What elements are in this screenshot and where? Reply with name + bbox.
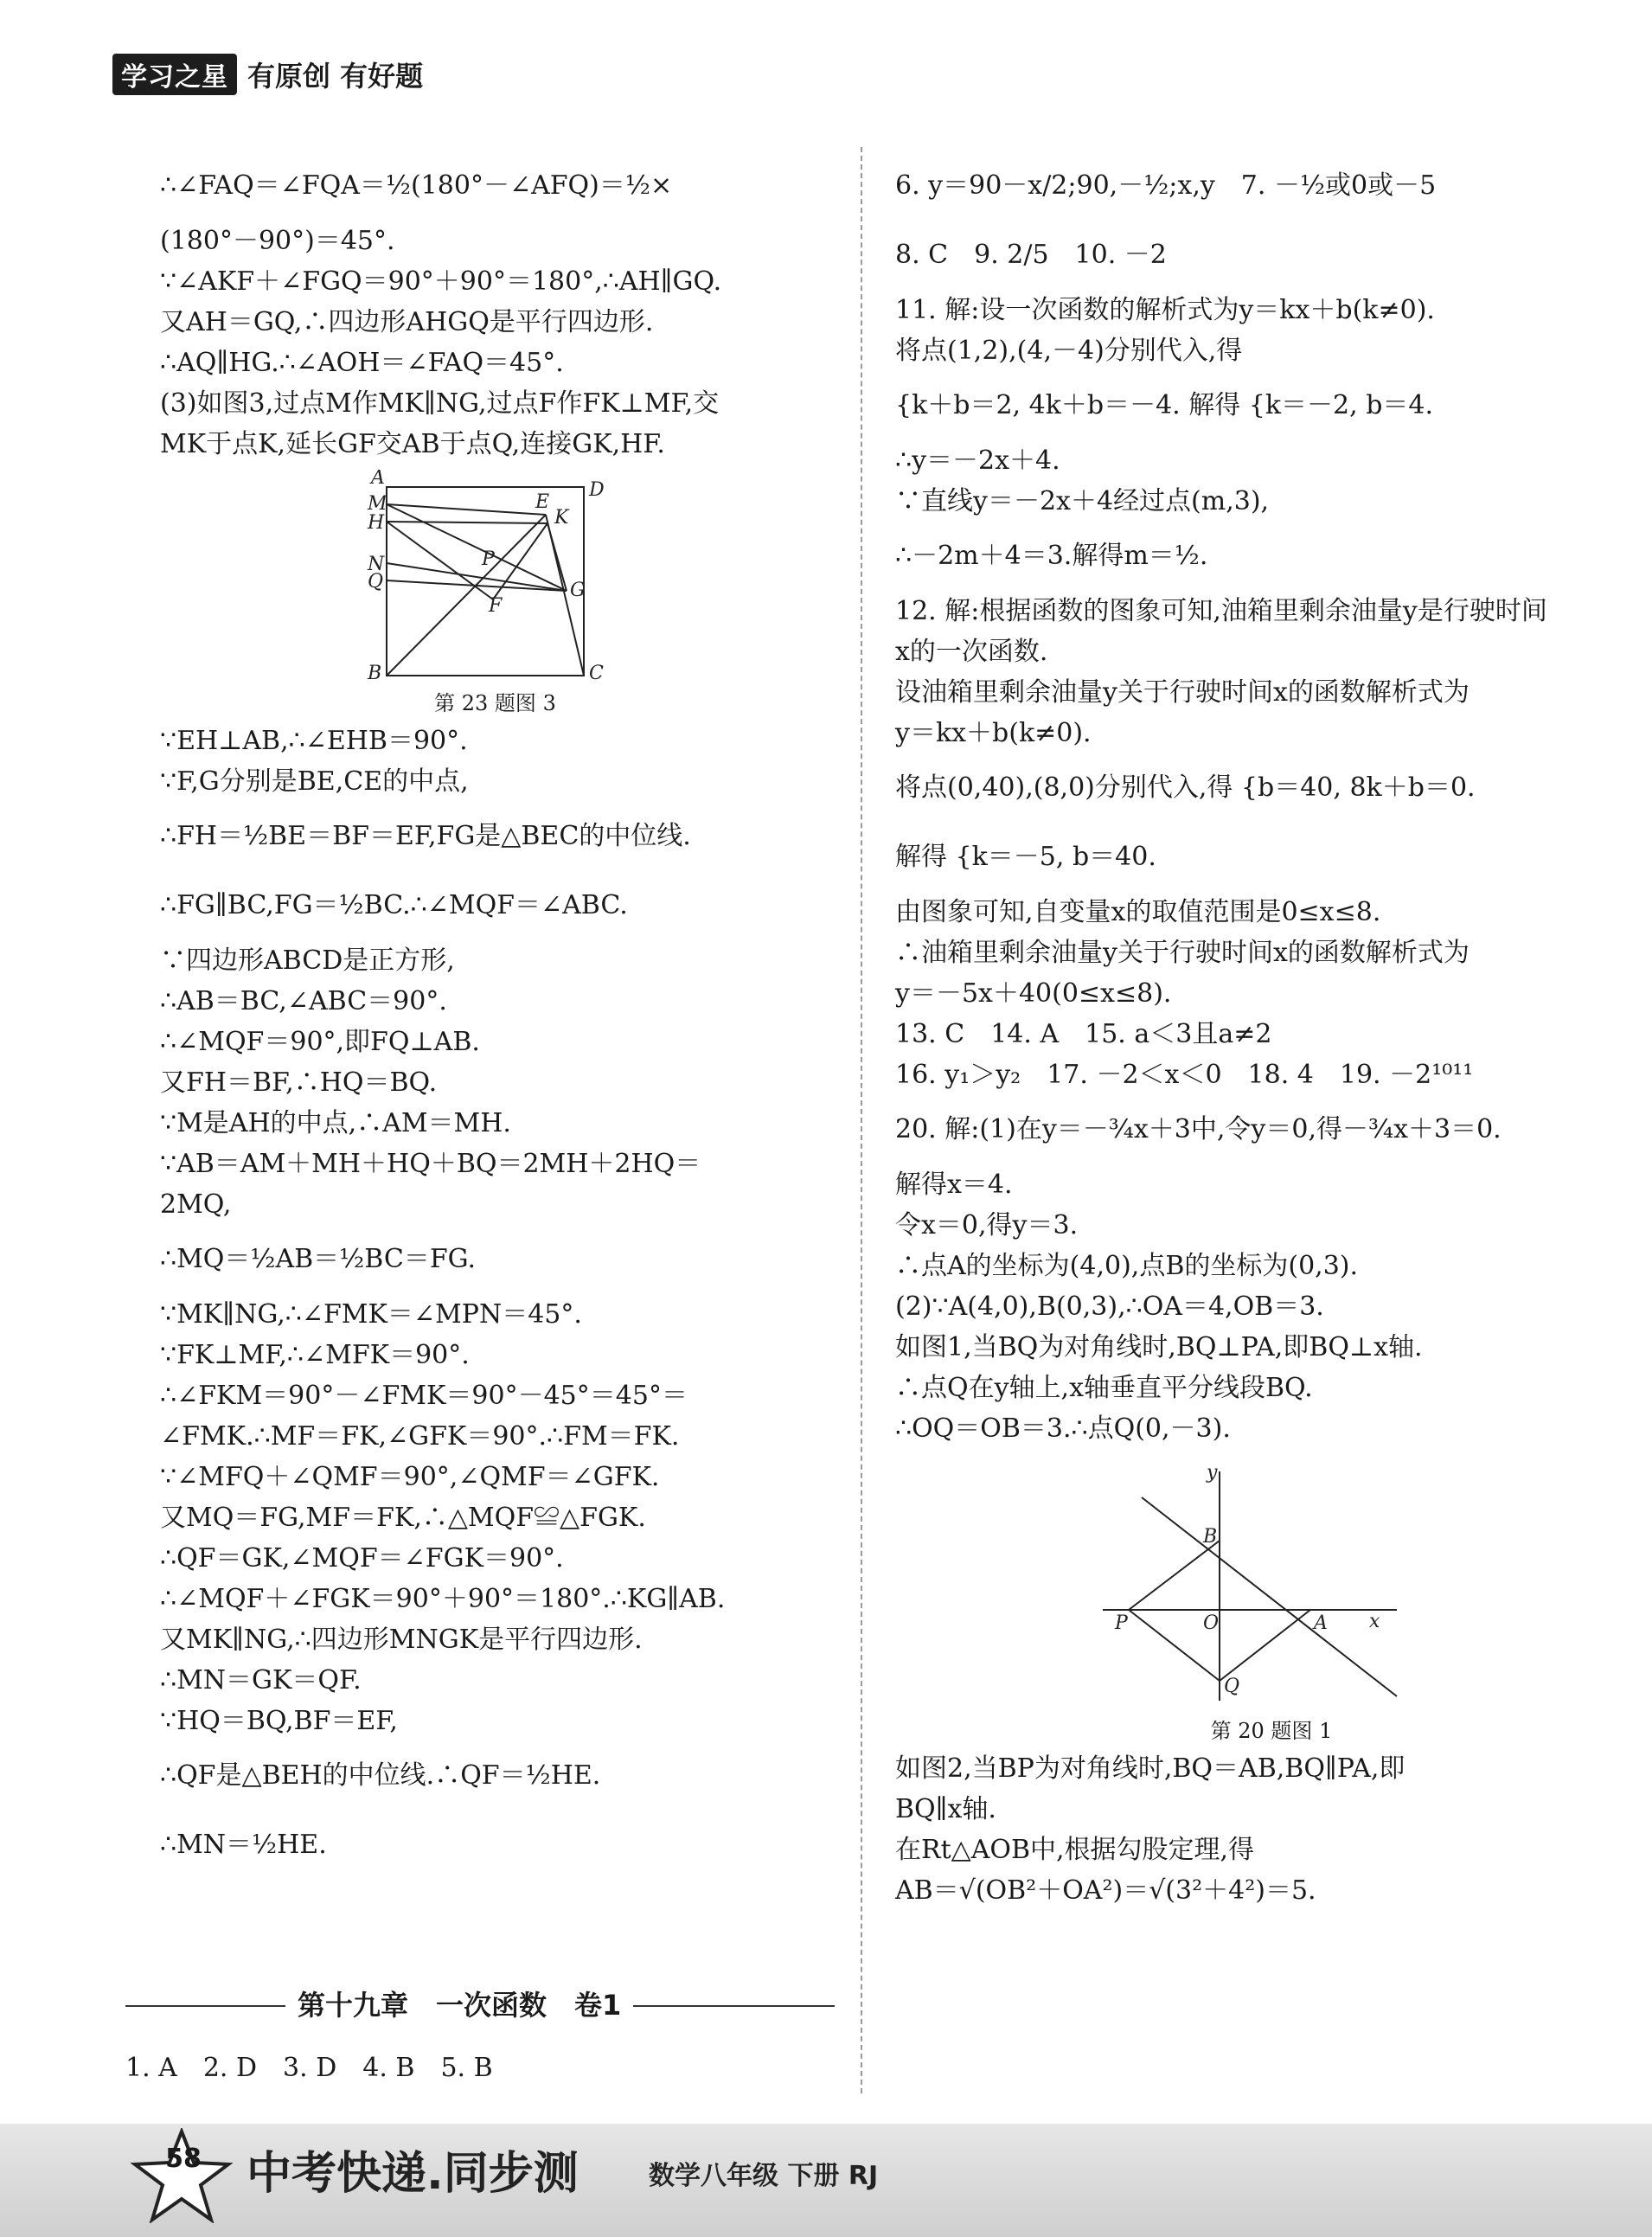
fig-label: F — [489, 595, 503, 617]
text-line: AB＝√(OB²＋OA²)＝√(3²＋4²)＝5. — [895, 1875, 1316, 1906]
fig-label: N — [368, 554, 385, 575]
fig-label: O — [1203, 1612, 1220, 1634]
text-line: 13. C 14. A 15. a＜3且a≠2 — [895, 1019, 1272, 1049]
chapter-heading — [125, 1984, 835, 2022]
text-line: 11. 解:设一次函数的解析式为y＝kx＋b(k≠0). — [895, 295, 1435, 325]
text-line: ∠FMK.∴MF＝FK,∠GFK＝90°.∴FM＝FK. — [160, 1421, 680, 1452]
text-line: ∴点A的坐标为(4,0),点B的坐标为(0,3). — [895, 1251, 1359, 1281]
text-line: ∴油箱里剩余油量y关于行驶时间x的函数解析式为 — [895, 938, 1470, 968]
text-line: ∵M是AH的中点,∴AM＝MH. — [160, 1108, 511, 1138]
fig-label: C — [589, 663, 604, 684]
text-line: ∴QF是△BEH的中位线.∴QF＝½HE. — [160, 1760, 601, 1791]
text-line: MK于点K,延长GF交AB于点Q,连接GK,HF. — [160, 429, 665, 459]
text-line: (180°－90°)＝45°. — [160, 226, 395, 256]
text-line: ∵F,G分别是BE,CE的中点, — [160, 766, 469, 797]
text-line: 6. y＝90－x/2;90,－½;x,y 7. －½或0或－5 — [895, 170, 1437, 201]
text-line: 2MQ, — [160, 1189, 232, 1220]
fig-label: G — [570, 580, 586, 601]
text-line: ∴MN＝GK＝QF. — [160, 1665, 362, 1695]
text-line: 又MK∥NG,∴四边形MNGK是平行四边形. — [160, 1625, 643, 1655]
text-line: ∴AQ∥HG.∴∠AOH＝∠FAQ＝45°. — [160, 348, 564, 378]
fig-label: x — [1369, 1611, 1380, 1632]
text-line: (2)∵A(4,0),B(0,3),∴OA＝4,OB＝3. — [895, 1292, 1324, 1322]
text-line: 12. 解:根据函数的图象可知,油箱里剩余油量y是行驶时间 — [895, 596, 1547, 626]
text-line: y＝－5x＋40(0≤x≤8). — [895, 978, 1172, 1009]
text-line: ∵四边形ABCD是正方形, — [160, 945, 455, 976]
column-divider — [861, 147, 864, 2093]
chapter-title: 第十九章 一次函数 卷1 — [285, 1984, 633, 2023]
text-line: 将点(0,40),(8,0)分别代入,得 {b＝40, 8k＋b＝0. — [895, 772, 1476, 803]
fig-label: A — [1314, 1612, 1328, 1634]
fig-label: P — [482, 548, 495, 570]
star-icon — [130, 2128, 234, 2223]
text-line: 将点(1,2),(4,－4)分别代入,得 — [895, 336, 1243, 366]
text-line: 16. y₁＞y₂ 17. －2＜x＜0 18. 4 19. －2¹⁰¹¹ — [895, 1060, 1474, 1090]
brand-slogan: 有原创 有好题 — [247, 60, 424, 93]
text-line: ∴OQ＝OB＝3.∴点Q(0,－3). — [895, 1413, 1231, 1444]
text-line: (3)如图3,过点M作MK∥NG,过点F作FK⊥MF,交 — [160, 388, 720, 419]
footer-title: 中考快递.同步测 — [247, 2148, 579, 2200]
text-line: 设油箱里剩余油量y关于行驶时间x的函数解析式为 — [895, 677, 1470, 708]
text-line: ∴∠FAQ＝∠FQA＝½(180°－∠AFQ)＝½× — [160, 170, 673, 201]
fig-label: P — [1115, 1612, 1128, 1634]
text-line: BQ∥x轴. — [895, 1794, 996, 1824]
text-line: ∴FH＝½BE＝BF＝EF,FG是△BEC的中位线. — [160, 821, 691, 851]
text-line: x的一次函数. — [895, 637, 1048, 667]
text-line: ∴∠FKM＝90°－∠FMK＝90°－45°＝45°＝ — [160, 1381, 688, 1411]
text-line: ∴MN＝½HE. — [160, 1830, 327, 1860]
figure-caption: 第 23 题图 3 — [434, 691, 556, 715]
text-line: ∵∠MFQ＋∠QMF＝90°,∠QMF＝∠GFK. — [160, 1462, 660, 1492]
text-line: 解得 {k＝－5, b＝40. — [895, 842, 1156, 872]
text-line: ∵EH⊥AB,∴∠EHB＝90°. — [160, 726, 468, 756]
fig-label: H — [368, 512, 385, 534]
right-column — [895, 151, 1648, 1911]
text-line: ∴∠MQF＝90°,即FQ⊥AB. — [160, 1027, 480, 1057]
figure-23-3 — [160, 470, 830, 686]
page-header — [112, 54, 423, 95]
text-line: ∵FK⊥MF,∴∠MFK＝90°. — [160, 1340, 470, 1370]
fig-label: M — [368, 493, 387, 515]
fig-label: y — [1207, 1462, 1218, 1484]
text-line: 由图象可知,自变量x的取值范围是0≤x≤8. — [895, 897, 1381, 927]
text-line: ∴AB＝BC,∠ABC＝90°. — [160, 986, 447, 1016]
text-line: 又FH＝BF,∴HQ＝BQ. — [160, 1067, 438, 1098]
figure-caption: 第 20 题图 1 — [1210, 1719, 1333, 1743]
fig-label: K — [554, 507, 569, 529]
fig-label: A — [371, 470, 385, 489]
text-line: ∵AB＝AM＋MH＋HQ＋BQ＝2MH＋2HQ＝ — [160, 1149, 701, 1179]
text-line: 又MQ＝FG,MF＝FK,∴△MQF≌△FGK. — [160, 1503, 646, 1533]
fig-label: Q — [368, 571, 384, 593]
text-line: ∴∠MQF＋∠FGK＝90°＋90°＝180°.∴KG∥AB. — [160, 1584, 726, 1614]
text-line: ∵HQ＝BQ,BF＝EF, — [160, 1706, 398, 1736]
brand-logo: 学习之星 — [112, 54, 237, 95]
text-line: {k＋b＝2, 4k＋b＝－4. 解得 {k＝－2, b＝4. — [895, 390, 1434, 420]
page-number: 58 — [165, 2144, 202, 2174]
fig-label: E — [535, 491, 550, 513]
text-line: ∴QF＝GK,∠MQF＝∠FGK＝90°. — [160, 1543, 564, 1574]
text-line: ∴－2m＋4＝3.解得m＝½. — [895, 541, 1208, 571]
text-line: 令x＝0,得y＝3. — [895, 1210, 1079, 1240]
text-line: ∴MQ＝½AB＝½BC＝FG. — [160, 1244, 477, 1274]
figure-20-1 — [895, 1454, 1648, 1714]
text-line: 在Rt△AOB中,根据勾股定理,得 — [895, 1835, 1255, 1865]
fig-label: Q — [1224, 1676, 1240, 1697]
fig-label: D — [589, 479, 605, 501]
text-line: ∴点Q在y轴上,x轴垂直平分线段BQ. — [895, 1373, 1313, 1403]
chapter-answers: 1. A 2. D 3. D 4. B 5. B — [125, 2053, 493, 2083]
text-line: ∴y＝－2x＋4. — [895, 445, 1060, 476]
fig-label: B — [1203, 1526, 1218, 1548]
left-column — [160, 151, 830, 1880]
text-line: y＝kx＋b(k≠0). — [895, 718, 1092, 748]
footer-subtitle: 数学八年级 下册 RJ — [649, 2161, 879, 2191]
text-line: ∴FG∥BC,FG＝½BC.∴∠MQF＝∠ABC. — [160, 890, 628, 920]
text-line: 8. C 9. 2/5 10. －2 — [895, 240, 1167, 270]
text-line: 20. 解:(1)在y＝－¾x＋3中,令y＝0,得－¾x＋3＝0. — [895, 1114, 1502, 1144]
text-line: ∵∠AKF＋∠FGQ＝90°＋90°＝180°,∴AH∥GQ. — [160, 266, 722, 297]
text-line: ∵MK∥NG,∴∠FMK＝∠MPN＝45°. — [160, 1299, 582, 1330]
text-line: 又AH＝GQ,∴四边形AHGQ是平行四边形. — [160, 307, 654, 337]
text-line: 解得x＝4. — [895, 1170, 1013, 1200]
text-line: 如图2,当BP为对角线时,BQ＝AB,BQ∥PA,即 — [895, 1753, 1405, 1784]
fig-label: B — [368, 663, 382, 684]
text-line: 如图1,当BQ为对角线时,BQ⊥PA,即BQ⊥x轴. — [895, 1332, 1423, 1362]
text-line: ∵直线y＝－2x＋4经过点(m,3), — [895, 486, 1270, 516]
